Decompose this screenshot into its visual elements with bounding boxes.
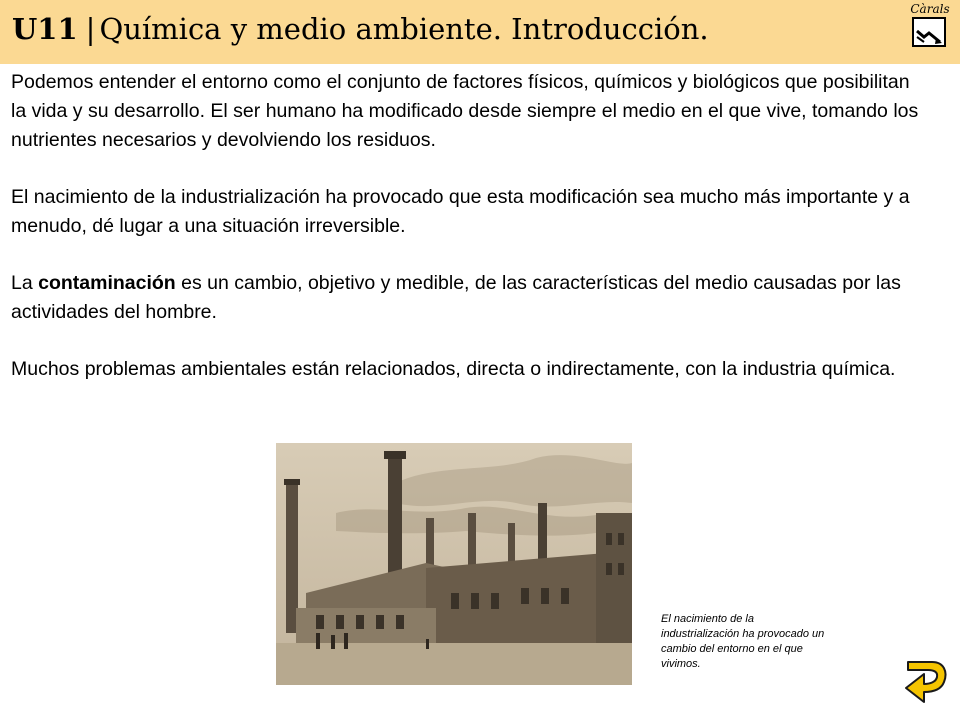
factory-illustration <box>276 443 632 685</box>
contamination-term: contaminación <box>38 272 176 294</box>
page-title <box>12 12 709 46</box>
return-button[interactable] <box>902 658 952 706</box>
paragraph-chemical-industry: Muchos problemas ambientales están relacionados, directa o indirectamente, con la industria química. <box>11 358 896 380</box>
paragraph-environment: Podemos entender el entorno como el conjunto de factores físicos, químicos y biológicos que posibilitan la vida y su desarrollo. El ser humano ha modificado desde siempre el medio en el que vive, tomando los nutrientes necesarios y devolviendo los residuos. <box>11 71 919 151</box>
title-separator: | <box>85 12 96 46</box>
paragraph-industrialization: El nacimiento de la industrialización ha provocado que esta modificación sea mucho más importante y a menudo, dé lugar a una situación irreversible. <box>11 186 910 237</box>
paragraph-contamination <box>11 269 926 327</box>
header-bar <box>0 0 960 64</box>
publisher-logo <box>906 2 954 50</box>
contamination-prefix: La <box>11 272 39 294</box>
return-arrow-icon <box>902 658 952 706</box>
contamination-definition: es un cambio, objetivo y medible, de las características del medio causadas por las actividades del hombre. <box>11 272 901 323</box>
unit-label: U11 <box>12 12 78 46</box>
logo-icon <box>912 17 946 47</box>
title-text: Química y medio ambiente. Introducción. <box>99 12 709 46</box>
image-caption: El nacimiento de la industrialización ha provocado un cambio del entorno en el que vivimos. <box>661 613 825 670</box>
logo-text: Càrals <box>910 2 950 16</box>
main-text <box>11 68 926 412</box>
factory-engraving-image <box>276 443 632 685</box>
